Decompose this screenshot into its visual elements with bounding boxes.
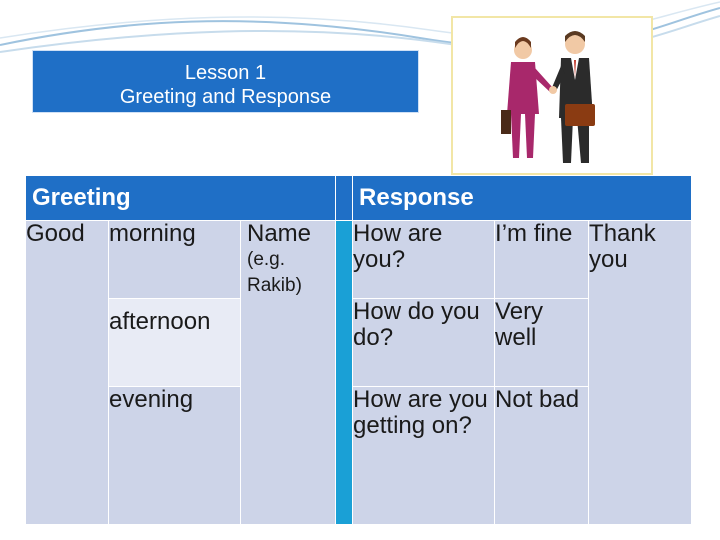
greeting-header: Greeting [26,176,336,221]
greeting-word: Good [26,220,85,247]
lesson-title-box [32,50,419,113]
question-cell [353,221,495,299]
thank-you-text: Thank you [589,220,656,273]
answer-cell [495,221,589,299]
answer-very-well: Very well [495,298,544,351]
answer-im-fine: I’m fine [495,220,573,247]
name-example-open: (e.g. [247,249,286,270]
greeting-word-cell [26,221,109,525]
column-separator [336,221,353,525]
time-cell [109,299,241,387]
time-evening: evening [109,386,194,413]
column-separator [336,176,353,221]
response-header: Response [353,176,692,221]
lesson-subtitle: Greeting and Response [119,86,332,108]
time-afternoon: afternoon [109,308,211,335]
name-label: Name [247,220,312,247]
lesson-title: Lesson 1 [184,62,267,84]
table-row [26,221,692,299]
answer-cell [495,387,589,525]
question-getting-on: How are you getting on? [353,386,488,439]
question-how-do-you-do: How do you do? [353,298,480,351]
time-cell [109,387,241,525]
table-header-row [26,176,692,221]
question-how-are-you: How are you? [353,220,443,273]
time-cell [109,221,241,299]
name-example-value: Rakib) [247,275,302,296]
answer-cell [495,299,589,387]
handshake-icon [453,18,651,173]
greeting-response-table [25,175,692,525]
question-cell [353,299,495,387]
handshake-picture [451,16,653,175]
time-morning: morning [109,220,196,247]
question-cell [353,387,495,525]
name-cell [241,221,336,525]
answer-not-bad: Not bad [495,386,580,413]
thanks-cell [589,221,692,525]
